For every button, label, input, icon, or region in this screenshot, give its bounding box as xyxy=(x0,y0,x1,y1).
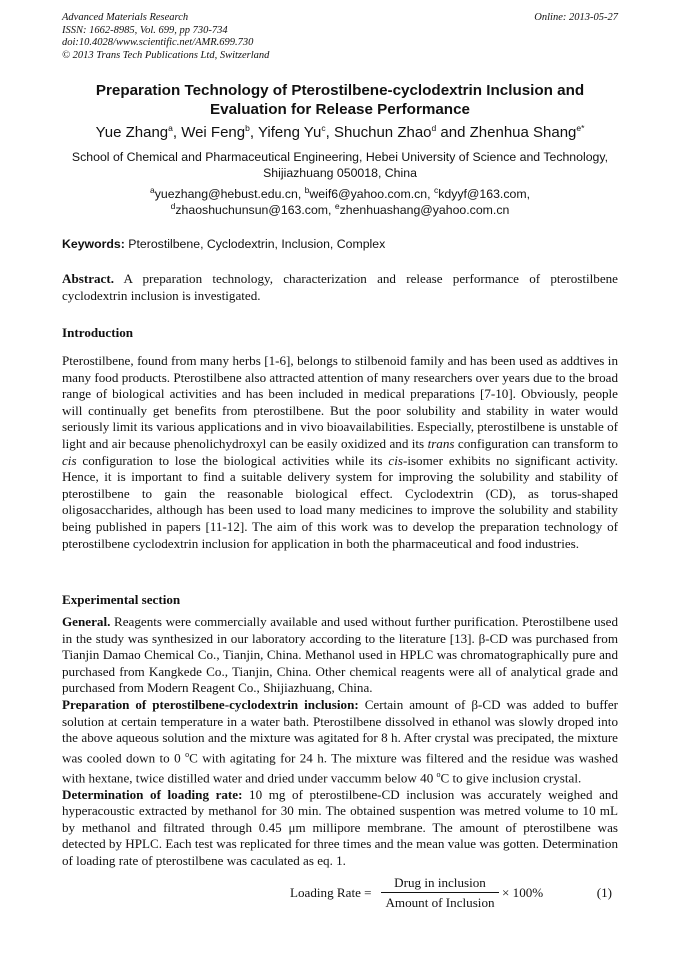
abstract xyxy=(62,271,618,304)
email-address: yuezhang@hebust.edu.cn, xyxy=(154,187,305,201)
author: Zhenhua Shang$^{e*}$ xyxy=(469,123,585,141)
email-address: zhenhuashang@yahoo.com.cn xyxy=(339,203,510,217)
equation-number: (1) xyxy=(596,885,612,900)
journal-copyright: © 2013 Trans Tech Publications Ltd, Switzerland xyxy=(62,49,270,61)
author: Shuchun Zhao$^d$ and xyxy=(333,123,470,141)
email-address: kdyyf@163.com, xyxy=(438,187,530,201)
keywords-text: Pterostilbene, Cyclodextrin, Inclusion, Complex xyxy=(124,237,386,251)
preparation-paragraph: Preparation of pterostilbene-cyclodextrin inclusion: Certain amount of β-CD was added to buffer solution at certain temperature in a water bath. Pterostilbene dissolved in ethanol was slowly droped into the above aqueous solution and the mixture was agitated for 8 h. After crystal was precipated, the mixture was cooled down to 0 $^o$C with agitating for 24 h. The mixture was filtered and the residue was washed with hextane, twice distilled water and dried under vaccumm below 40 $^o$C to give inclusion crystal. xyxy=(62,696,618,786)
journal-issn: ISSN: 1662-8985, Vol. 699, pp 730-734 xyxy=(62,24,228,36)
keywords-label: Keywords: xyxy=(62,237,125,251)
introduction-paragraph: Pterostilbene, found from many herbs [1-6], belongs to stilbenoid family and has been used as addtives in many food products. Pterostilbene also attracted attention of many researchers over years due to the broad range of biological activities and has been included in medical preparations [7-10]. Obviously, people will continually get benefits from pterostilbene. But the poor solubility and stability in water would seriously limit its various applications and in vivo bioavailabilities. Especially, pterostilbene is unstable of light and air because phenolichydroxyl can be easily oxidized and its trans configuration can transform to cis configuration to lose the biological activities while its cis-isomer exhibits no significant activity. Hence, it is important to find a suitable delivery system for improving the solubility and stability of pterostilbene to gain the reasonable biological effect. Cyclodextrin (CD), as torus-shaped oligosaccharides, although has been used to load many medicines to improve the solubility and stability being published in papers [11-12]. The aim of this work was to develop the preparation technology of pterostilbene cyclodextrin inclusion for application in both the pharmaceutical and food industries. xyxy=(62,353,618,551)
online-date: Online: 2013-05-27 xyxy=(534,12,618,23)
equation-loading-rate xyxy=(62,874,618,914)
loading-rate-paragraph: Determination of loading rate: 10 mg of pterostilbene-CD inclusion was accurately weighed and hyperacoustic extracted by methanol for 30 min. The obtained suspention was metred volume to 10 mL by methanol and filtrated through 0.45 μm millipore membrane. The amount of pterostilbene was detected by HPLC. Each test was replicated for three times and the mean value was gotten. Determination of loading rate of pterostilbene was caculated as eq. 1. xyxy=(62,786,618,869)
affiliation: School of Chemical and Pharmaceutical Engineering, Hebei University of Science and Technology, Shijiazhuang 050018, China xyxy=(71,150,609,180)
paper-title: Preparation Technology of Pterostilbene-cyclodextrin Inclusion and Evaluation for Release Performance xyxy=(95,82,585,118)
equation-multiplier: × 100% xyxy=(502,885,544,900)
email-address: weif6@yahoo.com.cn, xyxy=(309,187,434,201)
author-list xyxy=(62,124,618,142)
fraction-bar xyxy=(381,892,499,893)
abstract-label: Abstract. xyxy=(62,271,114,286)
equation-denominator: Amount of Inclusion xyxy=(385,895,495,910)
equation-fraction xyxy=(381,874,499,911)
journal-doi: doi:10.4028/www.scientific.net/AMR.699.730 xyxy=(62,37,254,49)
author: Wei Feng$^b$, xyxy=(181,123,258,141)
section-heading-introduction: Introduction xyxy=(62,325,134,340)
email-list: $^a$yuezhang@hebust.edu.cn, $^b$weif6@yahoo.com.cn, $^c$kdyyf@163.com, $^d$zhaoshuchunsun@163.com, $^e$zhenhuashang@yahoo.com.cn xyxy=(150,184,530,217)
general-paragraph: General. Reagents were commercially available and used without further purification. Pterostilbene used in the study was synthesized in our laboratory according to the literature [13]. β-CD was purchased from Tianjin Damao Chemical Co., Tianjin, China. Methanol used in HPLC was chromatographically pure and purchased from Kangkede Co., Tianjin, China. Other chemical reagents were all of analytical grade and purchased from Modern Reagent Co., Shijiazhuang, China. xyxy=(62,614,618,696)
author: Yifeng Yu$^c$, xyxy=(257,123,334,141)
equation-lhs: Loading Rate = xyxy=(290,885,372,900)
email-address: zhaoshuchunsun@163.com, xyxy=(175,203,335,217)
journal-header xyxy=(62,12,618,62)
section-heading-experimental: Experimental section xyxy=(62,592,181,607)
author: Yue Zhang$^a$, xyxy=(95,123,182,141)
journal-name: Advanced Materials Research xyxy=(62,12,189,23)
abstract-text: A preparation technology, characterization and release performance of pterostilbene cyclodextrin inclusion is investigated. xyxy=(62,271,618,303)
equation-numerator: Drug in inclusion xyxy=(394,875,486,890)
keywords xyxy=(62,236,618,252)
experimental-paragraph xyxy=(62,614,618,870)
